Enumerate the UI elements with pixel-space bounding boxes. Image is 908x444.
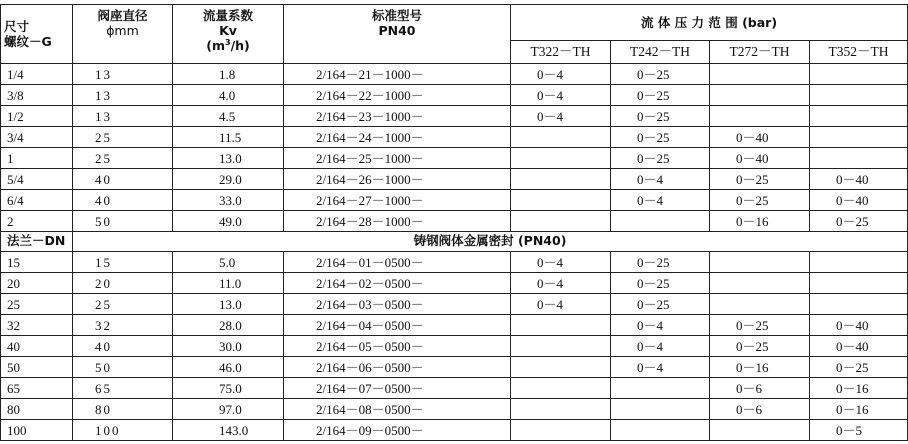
table-row [1,420,908,441]
kv-cell: 33.0 [173,190,284,211]
header-seat-line2: ϕmm [106,23,139,38]
seat-diameter-cell: 40 [73,169,173,190]
range-cell: 0－25 [611,294,710,315]
range-cell: 0－40 [810,169,908,190]
seat-diameter-cell: 100 [73,420,173,441]
range-cell: 0－25 [611,252,710,273]
header-kv-unit [173,38,283,53]
range-cell: 0－40 [810,190,908,211]
range-cell: 0－6 [710,378,810,399]
range-cell: 0－25 [710,315,810,336]
table-row [1,127,908,148]
range-cell [810,106,908,127]
table-row [1,190,908,211]
range-cell [810,85,908,106]
range-cell: 0－25 [710,190,810,211]
range-cell: 0－4 [611,357,710,378]
model-cell: 2/164－09－0500－ [284,420,511,441]
table-row [1,336,908,357]
table-row [1,294,908,315]
header-seat [73,5,173,64]
kv-cell: 143.0 [173,420,284,441]
range-cell [710,106,810,127]
range-cell: 0－4 [511,85,611,106]
range-cell: 0－5 [810,420,908,441]
header-range-col: T242－TH [611,41,710,64]
seat-diameter-cell: 50 [73,357,173,378]
table-row [1,399,908,420]
range-cell: 0－25 [611,127,710,148]
range-cell [710,294,810,315]
size-cell: 2 [1,211,73,232]
range-cell: 0－25 [611,148,710,169]
range-cell [611,211,710,232]
kv-cell: 4.0 [173,85,284,106]
range-cell: 0－25 [710,169,810,190]
flange-rows [1,252,908,441]
model-cell: 2/164－22－1000－ [284,85,511,106]
kv-cell: 11.0 [173,273,284,294]
range-cell: 0－40 [810,336,908,357]
kv-cell: 5.0 [173,252,284,273]
kv-cell: 11.5 [173,127,284,148]
size-cell: 25 [1,294,73,315]
header-model-line1: 标准型号 [371,8,422,23]
size-cell: 15 [1,252,73,273]
kv-cell: 1.8 [173,64,284,85]
range-cell [611,399,710,420]
header-range-col: T352－TH [810,41,908,64]
seat-diameter-cell: 25 [73,148,173,169]
header-model-line2: PN40 [378,23,416,38]
size-cell: 65 [1,378,73,399]
range-cell: 0－4 [611,190,710,211]
range-cell: 0－16 [810,378,908,399]
range-cell [810,273,908,294]
kv-cell: 13.0 [173,294,284,315]
size-cell: 100 [1,420,73,441]
range-cell [511,357,611,378]
table-row [1,315,908,336]
model-cell: 2/164－27－1000－ [284,190,511,211]
range-cell [810,64,908,85]
header-kv-unit-sup: 3 [224,38,231,47]
model-cell: 2/164－05－0500－ [284,336,511,357]
model-cell: 2/164－03－0500－ [284,294,511,315]
range-cell [511,211,611,232]
size-cell: 32 [1,315,73,336]
header-range-col: T272－TH [710,41,810,64]
range-cell: 0－4 [611,169,710,190]
kv-cell: 75.0 [173,378,284,399]
range-cell: 0－40 [710,148,810,169]
header-model [284,5,511,64]
model-cell: 2/164－25－1000－ [284,148,511,169]
range-cell [710,64,810,85]
model-cell: 2/164－07－0500－ [284,378,511,399]
seat-diameter-cell: 32 [73,315,173,336]
range-cell [810,148,908,169]
range-cell: 0－40 [710,127,810,148]
range-cell: 0－4 [511,273,611,294]
range-cell: 0－25 [611,64,710,85]
flange-section [1,232,908,252]
range-cell [710,85,810,106]
range-cell: 0－4 [511,294,611,315]
range-cell: 0－25 [810,357,908,378]
seat-diameter-cell: 13 [73,64,173,85]
range-cell [810,252,908,273]
range-cell [511,169,611,190]
header-seat-line1: 阀座直径 [97,8,148,23]
flange-section-label: 法兰－DN [1,232,73,252]
header-kv-unit-pre: (m [206,38,225,54]
range-cell [611,420,710,441]
seat-diameter-cell: 50 [73,211,173,232]
size-cell: 3/4 [1,127,73,148]
model-cell: 2/164－23－1000－ [284,106,511,127]
range-cell: 0－25 [710,336,810,357]
range-cell [511,378,611,399]
kv-cell: 97.0 [173,399,284,420]
header-range-title: 流 体 压 力 范 围 (bar) [511,5,908,41]
range-cell [511,420,611,441]
kv-cell: 13.0 [173,148,284,169]
range-cell: 0－25 [611,106,710,127]
seat-diameter-cell: 15 [73,252,173,273]
range-cell [511,190,611,211]
threaded-rows [1,64,908,232]
seat-diameter-cell: 40 [73,336,173,357]
range-cell: 0－6 [710,399,810,420]
size-cell: 3/8 [1,85,73,106]
range-cell: 0－16 [810,399,908,420]
seat-diameter-cell: 25 [73,127,173,148]
model-cell: 2/164－21－1000－ [284,64,511,85]
kv-cell: 30.0 [173,336,284,357]
range-cell [810,294,908,315]
range-cell: 0－25 [611,273,710,294]
table-row [1,64,908,85]
table-row [1,211,908,232]
header-kv [173,5,284,64]
valve-spec-table [0,4,908,441]
header-kv-line1: 流量系数 [202,8,253,23]
header-size [1,5,73,64]
range-cell: 0－25 [810,211,908,232]
range-cell [511,315,611,336]
header-kv-line2: Kv [219,23,237,38]
range-cell: 0－16 [710,211,810,232]
header-range-col: T322－TH [511,41,611,64]
table-row [1,169,908,190]
model-cell: 2/164－01－0500－ [284,252,511,273]
table-row [1,378,908,399]
range-cell: 0－4 [511,252,611,273]
range-cell: 0－4 [511,106,611,127]
table-row [1,273,908,294]
size-cell: 50 [1,357,73,378]
range-cell: 0－4 [611,336,710,357]
seat-diameter-cell: 13 [73,106,173,127]
table-row [1,85,908,106]
kv-cell: 49.0 [173,211,284,232]
size-cell: 5/4 [1,169,73,190]
header-size-line1: 尺寸 [4,19,30,34]
size-cell: 1 [1,148,73,169]
range-cell [710,252,810,273]
size-cell: 20 [1,273,73,294]
flange-section-title: 铸钢阀体金属密封 (PN40) [73,232,908,252]
header-kv-unit-post: /h) [230,38,250,54]
range-cell [611,378,710,399]
header-size-line2: 螺纹－G [4,34,52,49]
range-cell [511,127,611,148]
seat-diameter-cell: 25 [73,294,173,315]
size-cell: 80 [1,399,73,420]
seat-diameter-cell: 65 [73,378,173,399]
range-cell: 0－4 [611,315,710,336]
seat-diameter-cell: 20 [73,273,173,294]
range-cell [710,420,810,441]
seat-diameter-cell: 80 [73,399,173,420]
model-cell: 2/164－26－1000－ [284,169,511,190]
range-cell [710,273,810,294]
range-cell: 0－40 [810,315,908,336]
size-cell: 1/2 [1,106,73,127]
range-cell [511,148,611,169]
table-row [1,106,908,127]
seat-diameter-cell: 40 [73,190,173,211]
model-cell: 2/164－08－0500－ [284,399,511,420]
seat-diameter-cell: 13 [73,85,173,106]
kv-cell: 4.5 [173,106,284,127]
model-cell: 2/164－06－0500－ [284,357,511,378]
kv-cell: 28.0 [173,315,284,336]
model-cell: 2/164－04－0500－ [284,315,511,336]
kv-cell: 29.0 [173,169,284,190]
range-cell [511,399,611,420]
range-cell: 0－25 [611,85,710,106]
range-cell [511,336,611,357]
table-row [1,357,908,378]
size-cell: 40 [1,336,73,357]
range-cell: 0－4 [511,64,611,85]
table-row [1,252,908,273]
kv-cell: 46.0 [173,357,284,378]
size-cell: 1/4 [1,64,73,85]
model-cell: 2/164－02－0500－ [284,273,511,294]
table-row [1,148,908,169]
model-cell: 2/164－28－1000－ [284,211,511,232]
size-cell: 6/4 [1,190,73,211]
range-cell [810,127,908,148]
range-cell: 0－16 [710,357,810,378]
model-cell: 2/164－24－1000－ [284,127,511,148]
